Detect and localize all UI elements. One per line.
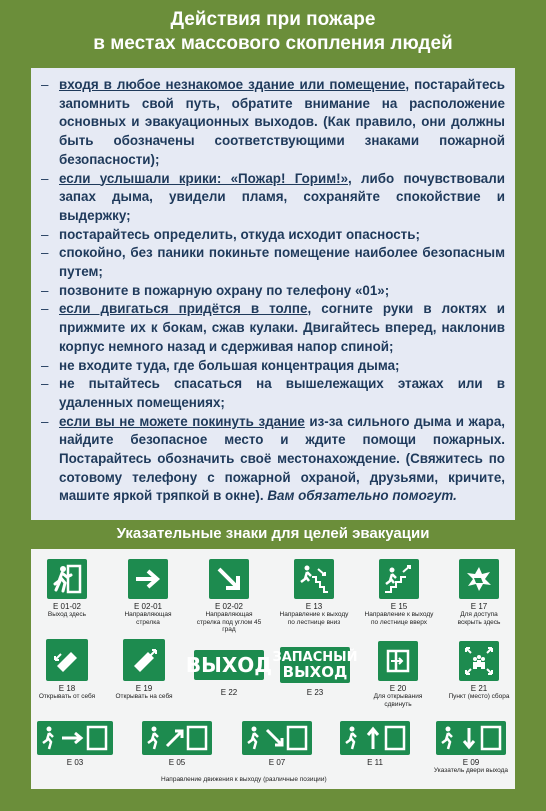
sign-e02-02 — [193, 559, 265, 634]
signs-panel — [31, 549, 515, 789]
instruction-text: спокойно, без паники покиньте помещение наиболее безопасным путем; — [59, 245, 505, 280]
push-door-icon — [46, 639, 88, 681]
sign-code: E 15 — [390, 602, 408, 611]
break-glass-icon — [459, 559, 499, 599]
sign-e20 — [366, 641, 430, 708]
sign-caption: Направляющая стрелка под углом 45 град — [196, 611, 262, 633]
sign-caption: Для открывания сдвинуть — [373, 693, 423, 708]
sign-e11 — [337, 721, 413, 767]
sign-caption: Пункт (место) сбора — [448, 693, 510, 700]
exit-door-pointer-icon — [436, 721, 506, 755]
sign-e18 — [38, 639, 96, 701]
dash-marker: – — [41, 282, 49, 298]
instruction-text: не входите туда, где большая концентрация дыма; — [59, 357, 400, 373]
instruction-text: , постарайтесь запомнить свой путь, обратите внимание на расположение основных и эвакуационных выходов. (Как правило, они должны быть обозначены соответствующими знаками пожарной безопасности); — [59, 77, 505, 167]
instruction-item — [41, 282, 505, 301]
sign-e21 — [448, 641, 510, 701]
instruction-item — [41, 226, 505, 245]
emergency-exit-word-plate — [272, 647, 358, 683]
title-line-2: в местах массового скопления людей — [93, 33, 453, 54]
dash-marker: – — [41, 170, 49, 186]
sign-e01-02 — [40, 559, 94, 619]
dash-marker: – — [41, 413, 49, 429]
sign-code: E 02-02 — [214, 602, 244, 611]
instruction-text: постарайтесь определить, откуда исходит опасность; — [59, 226, 420, 242]
sign-caption: Направляющая стрелка — [124, 611, 172, 626]
instruction-text: не пытайтесь спасаться на вышележащих этажах или в удаленных помещениях; — [59, 376, 505, 410]
sign-code: E 03 — [66, 758, 84, 767]
sign-caption: Направление к выходу по лестнице вниз — [279, 611, 349, 626]
sign-code: E 01-02 — [52, 602, 82, 611]
instruction-emphasis: входя в любое незнакомое здание или помещение — [59, 77, 406, 92]
dash-marker: – — [41, 376, 49, 392]
instruction-emphasis: если вы не можете покинуть здание — [59, 413, 305, 429]
sign-code: E 21 — [470, 684, 488, 693]
sign-code: E 22 — [220, 688, 238, 697]
instruction-item — [41, 244, 505, 281]
exit-direction-down-right-icon — [242, 721, 312, 755]
sign-code: E 11 — [367, 758, 383, 767]
sign-e05 — [139, 721, 215, 767]
sign-code: E 09 — [462, 758, 480, 767]
exit-word-plate — [185, 650, 273, 680]
exit-direction-up-right-icon — [142, 721, 212, 755]
pull-door-icon — [123, 639, 165, 681]
arrow-diagonal-icon — [209, 559, 249, 599]
sign-e02-01 — [117, 559, 179, 626]
sign-caption: Направление к выходу по лестнице вверх — [364, 611, 434, 626]
dash-marker: – — [41, 357, 49, 373]
dash-marker: – — [41, 301, 49, 317]
arrow-right-icon — [128, 559, 168, 599]
title-line-1: Действия при пожаре — [170, 9, 376, 30]
sign-code: E 13 — [305, 602, 323, 611]
instruction-text: из-за сильного дыма и жара, найдите безопасное место и ждите помощи пожарных. Постарайтесь обозначить своё местонахождение. (Свяжитесь по сотовому телефону с пожарной охраной, друзьями, кричите, машите яркой тряпкой в окне). — [59, 413, 505, 504]
slide-door-icon — [378, 641, 418, 681]
instruction-item — [41, 357, 505, 376]
instruction-text: , согните руки в локтях и прижмите их к бокам, сжав кулаки. Двигайтесь вперед, наклонив корпус немного назад и сдерживая напор спиной; — [59, 301, 505, 354]
stairs-up-icon — [379, 559, 419, 599]
sign-e03 — [37, 721, 113, 767]
assembly-point-icon — [459, 641, 499, 681]
instruction-item — [41, 300, 505, 356]
page-title — [0, 8, 546, 56]
instructions-list — [41, 76, 505, 506]
instruction-item — [41, 76, 505, 170]
sign-caption: Открывать на себя — [115, 693, 173, 700]
instruction-item — [41, 413, 505, 507]
instruction-text: , либо почувствовали запах дыма, увидели пламя, сохраняйте спокойствие и выдержку; — [59, 170, 505, 223]
sign-e22 — [185, 650, 273, 697]
emergency-word: ЗАПАСНЫЙ — [272, 650, 358, 665]
sign-e13 — [278, 559, 350, 626]
exit-direction-right-icon — [37, 721, 113, 755]
sign-code: E 05 — [168, 758, 186, 767]
sign-code: E 17 — [470, 602, 488, 611]
running-man-door-icon — [47, 559, 87, 599]
instruction-emphasis: если двигаться придётся в толпе — [59, 301, 308, 317]
stairs-down-icon — [294, 559, 334, 599]
sign-caption: Для доступа вскрыть здесь — [457, 611, 501, 626]
sign-e17 — [448, 559, 510, 626]
signs-title: Указательные знаки для целей эвакуации — [116, 525, 430, 542]
sign-caption: Открывать от себя — [38, 693, 96, 700]
exit-word: ВЫХОД — [282, 663, 348, 681]
instructions-panel — [31, 68, 515, 520]
sign-code: E 23 — [306, 688, 324, 697]
dash-marker: – — [41, 226, 49, 242]
instruction-item — [41, 375, 505, 412]
exit-direction-up-icon — [340, 721, 410, 755]
sign-code: E 19 — [135, 684, 153, 693]
sign-code: E 18 — [58, 684, 76, 693]
instruction-italic: Вам обязательно помогут. — [263, 488, 457, 504]
instruction-emphasis: если услышали крики: «Пожар! Горим!» — [59, 170, 349, 186]
instruction-text: позвоните в пожарную охрану по телефону «01»; — [59, 282, 390, 298]
sign-code: E 07 — [268, 758, 286, 767]
sign-caption: Выход здесь — [47, 611, 87, 618]
instruction-item — [41, 170, 505, 226]
sign-e07 — [239, 721, 315, 767]
sign-e23 — [272, 647, 358, 697]
dash-marker: – — [41, 77, 49, 92]
sign-caption: Указатель двери выхода — [433, 767, 509, 774]
sign-e15 — [363, 559, 435, 626]
sign-code: E 20 — [389, 684, 407, 693]
sign-code: E 02-01 — [133, 602, 163, 611]
dash-marker: – — [41, 245, 49, 261]
sign-e19 — [115, 639, 173, 701]
exit-word: ВЫХОД — [185, 653, 273, 677]
sign-e09 — [431, 721, 511, 775]
direction-signs-caption: Направление движения к выходу (различные позиции) — [161, 776, 327, 783]
